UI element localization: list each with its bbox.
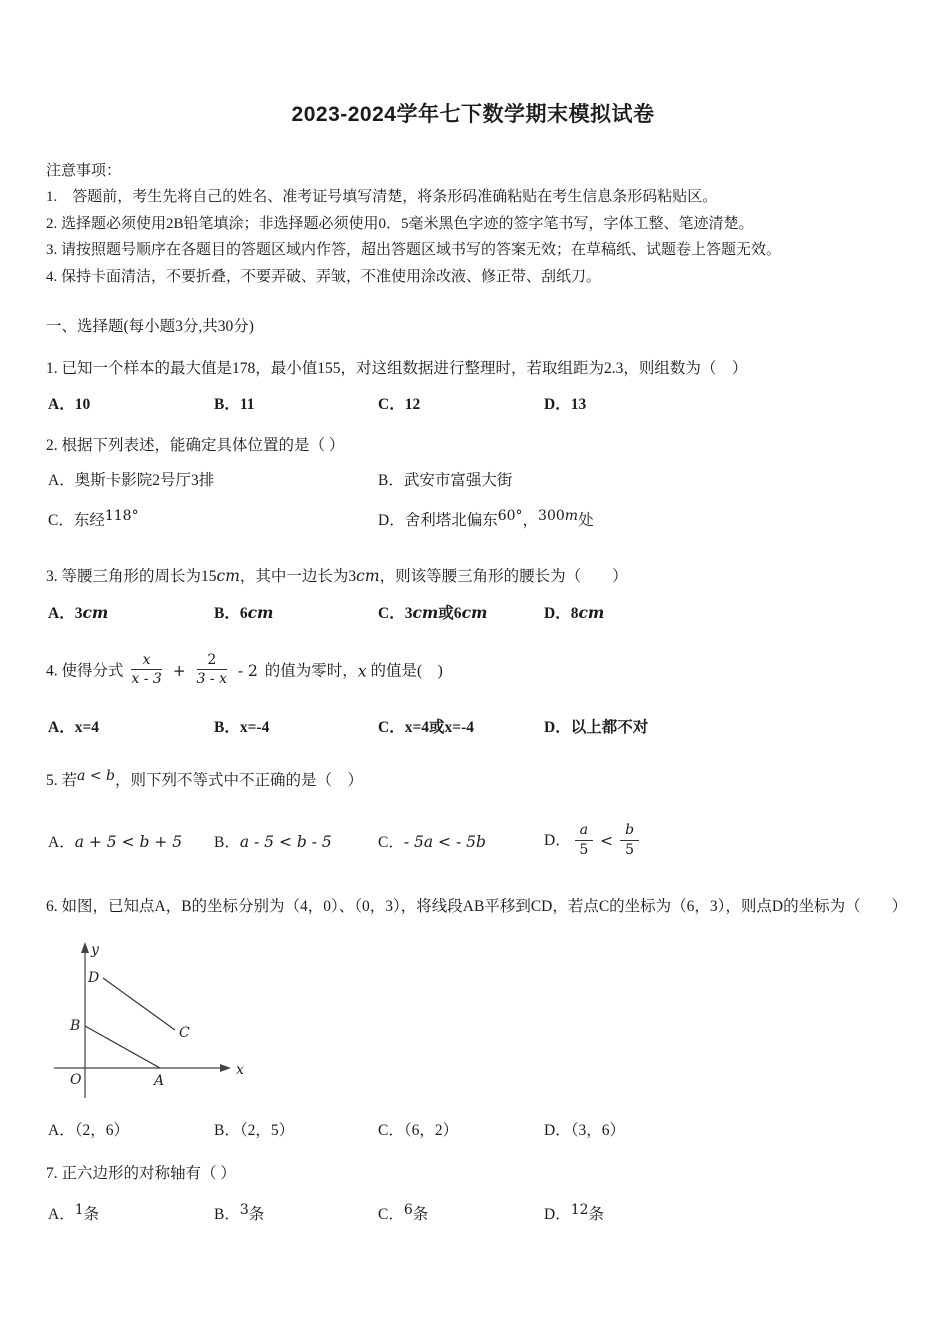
option-b: B．3条 xyxy=(214,1201,265,1223)
option-c: C．3cm或6cm xyxy=(378,603,488,622)
math-3: 3 xyxy=(239,1201,249,1218)
fraction-x-over-x-minus-3: $\frac{x}{x - 3}$ xyxy=(131,651,162,687)
x-axis-arrow xyxy=(220,1064,231,1072)
label-point-A: A xyxy=(154,1072,165,1089)
question-3 xyxy=(46,563,900,626)
math-degree-118: 118° xyxy=(104,508,139,524)
question-1 xyxy=(46,356,900,417)
question-4 xyxy=(46,648,900,740)
question-5-options xyxy=(48,824,900,859)
option-b: B．6cm xyxy=(214,603,274,622)
option-b: B．a - 5 < b - 5 xyxy=(214,832,332,851)
option-d: D．12条 xyxy=(544,1201,605,1223)
note-item-1: 1. 答题前，考生先将自己的姓名、准考证号填写清楚，将条形码准确粘贴在考生信息条形码粘贴区。 xyxy=(46,189,718,205)
segment-DC xyxy=(103,978,175,1030)
label-point-B: B xyxy=(70,1017,81,1034)
question-6-figure-wrap xyxy=(46,938,900,1108)
option-b: B．11 xyxy=(214,396,255,413)
label-y-axis: y xyxy=(91,941,99,958)
option-a: A．a + 5 < b + 5 xyxy=(48,832,183,851)
option-d: D．以上都不对 xyxy=(544,719,649,737)
option-d: D．8cm xyxy=(544,603,605,622)
math-1: 1 xyxy=(74,1201,84,1218)
fraction-2-over-3-minus-x: $\frac{2}{3 - x}$ xyxy=(196,651,228,687)
label-point-D: D xyxy=(88,969,100,986)
math-degree-60: 60° xyxy=(497,508,523,524)
question-6-stem: 6. 如图，已知点A，B的坐标分别为（4，0）、（0，3），将线段AB平移到CD，若点C的坐标为（6，3），则点D的坐标为（ ） xyxy=(46,897,908,915)
option-c: C．6条 xyxy=(378,1201,429,1223)
question-2-stem: 2. 根据下列表述，能确定具体位置的是（ ） xyxy=(46,437,345,454)
option-c: C．（6，2） xyxy=(378,1121,459,1139)
question-6 xyxy=(46,894,908,1143)
option-a: A．（2，6） xyxy=(48,1121,129,1139)
option-a: A．3cm xyxy=(48,603,109,622)
question-2-options-row-1 xyxy=(48,469,900,493)
label-x-axis: x xyxy=(236,1061,244,1078)
notes-section xyxy=(46,158,900,290)
notes-header: 注意事项： xyxy=(46,163,122,179)
question-3-stem: 3. 等腰三角形的周长为15cm，其中一边长为3cm，则该等腰三角形的腰长为（ ） xyxy=(46,567,628,585)
option-b: B．武安市富强大街 xyxy=(378,472,513,489)
option-d: D．13 xyxy=(544,396,587,413)
option-d: D． $\frac{a}{5}$ < $\frac{b}{5}$ xyxy=(544,824,900,859)
question-5 xyxy=(46,768,900,859)
option-c: C．- 5a < - 5b xyxy=(378,832,486,851)
fraction-a-over-5: $\frac{a}{5}$ xyxy=(575,822,593,857)
question-2 xyxy=(46,433,900,533)
math-6: 6 xyxy=(403,1201,413,1218)
question-3-options xyxy=(48,601,900,626)
note-item-2: 2. 选择题必须使用2B铅笔填涂；非选择题必须使用0．5毫米黑色字迹的签字笔书写，字体工整、笔迹清楚。 xyxy=(46,215,754,232)
option-a: A．1条 xyxy=(48,1201,100,1223)
option-a: A．奥斯卡影院2号厅3排 xyxy=(48,472,215,489)
question-5-stem: 5. 若a < b，则下列不等式中不正确的是（ ） xyxy=(46,768,363,790)
question-2-options-row-2 xyxy=(48,509,900,533)
exam-title: 2023-2024学年七下数学期末模拟试卷 xyxy=(291,103,655,126)
question-1-stem: 1. 已知一个样本的最大值是178，最小值155，对这组数据进行整理时，若取组距为2.3，则组数为（ ） xyxy=(46,360,748,377)
question-1-options xyxy=(48,393,900,417)
option-d: D．（3，6） xyxy=(544,1121,625,1139)
math-300m: 300m xyxy=(538,508,579,524)
question-7-stem: 7. 正六边形的对称轴有（ ） xyxy=(46,1164,236,1182)
label-point-C: C xyxy=(179,1024,190,1041)
question-7-options xyxy=(48,1203,900,1227)
option-a: A．x=4 xyxy=(48,719,100,737)
note-item-4: 4. 保持卡面清洁，不要折叠，不要弄破、弄皱，不准使用涂改液、修正带、刮纸刀。 xyxy=(46,268,602,285)
question-4-stem: 4. 使得分式 $\frac{x}{x - 3}$ + $\frac{2}{3 - x}$ - 2 的值为零时，x 的值是( ) xyxy=(46,651,443,687)
y-axis-arrow xyxy=(81,942,89,953)
option-d: D．舍利塔北偏东60°，300m处 xyxy=(378,508,594,529)
note-item-3: 3. 请按照题号顺序在各题目的答题区域内作答，超出答题区域书写的答案无效；在草稿纸、试题卷上答题无效。 xyxy=(46,242,782,258)
question-4-options xyxy=(48,716,900,740)
option-c: C．x=4或x=-4 xyxy=(378,719,475,737)
option-c: C．东经118° xyxy=(48,508,139,529)
fraction-b-over-5: $\frac{b}{5}$ xyxy=(620,822,639,857)
question-7 xyxy=(46,1161,900,1227)
option-a: A．10 xyxy=(48,396,91,413)
option-b: B．（2，5） xyxy=(214,1121,295,1139)
question-6-options xyxy=(48,1119,900,1143)
section-1-title: 一、选择题(每小题3分,共30分) xyxy=(46,318,254,335)
option-c: C．12 xyxy=(378,396,421,413)
segment-BA xyxy=(85,1026,160,1068)
coordinate-plane-figure xyxy=(46,938,261,1103)
option-b: B．x=-4 xyxy=(214,719,270,737)
math-a-less-b: a < b xyxy=(77,768,115,785)
math-12: 12 xyxy=(570,1201,589,1218)
label-origin: O xyxy=(70,1071,82,1088)
